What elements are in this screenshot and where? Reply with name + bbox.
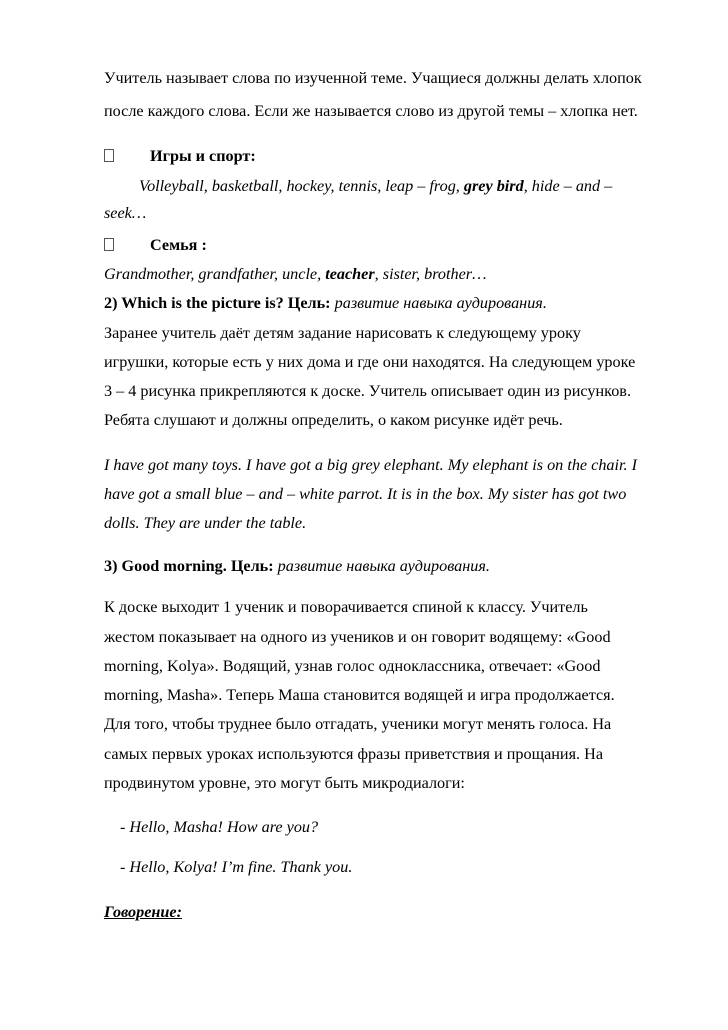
game2-desc-line: Ребята слушают и должны определить, о каком рисунке идёт речь. [104,411,563,429]
intro-line-2: после каждого слова. Если же называется слово из другой темы – хлопка нет. [104,102,638,120]
game2-desc-line: 3 – 4 рисунка прикрепляются к доске. Учитель описывает один из рисунков. [104,382,631,400]
bullet-box-icon [104,149,114,162]
topic-family-heading [104,235,207,255]
topic-sport-label: Игры и спорт: [150,147,256,165]
game3-desc-line: самых первых уроках используются фразы приветствия и прощания. На [104,745,603,763]
topic-family-label: Семья : [150,236,207,254]
game3-desc-line: жестом показывает на одного из учеников и он говорит водящему: «Good [104,628,611,646]
dialog-line: - Hello, Kolya! I’m fine. Thank you. [120,858,353,876]
game3-desc-line: продвинутом уровне, это могут быть микродиалоги: [104,774,465,792]
game2-example-line: I have got many toys. I have got a big grey elephant. My elephant is on the chair. I [104,456,638,474]
dialog-line: - Hello, Masha! How are you? [120,818,319,836]
game3-title: 3) Good morning. Цель: развитие навыка аудирования. [104,557,490,575]
game2-desc-line: Заранее учитель даёт детям задание нарисовать к следующему уроку [104,324,581,342]
section-heading-speaking: Говорение: [104,903,182,921]
game3-desc-line: К доске выходит 1 ученик и поворачивается спиной к классу. Учитель [104,598,588,616]
game2-title: 2) Which is the picture is? Цель: развитие навыка аудирования. [104,294,547,312]
bullet-box-icon [104,238,114,251]
game2-example-line: dolls. They are under the table. [104,514,307,532]
game3-desc-line: Для того, чтобы труднее было отгадать, ученики могут менять голоса. На [104,715,612,733]
highlight-word: teacher [325,265,375,283]
topic-sport-heading [104,146,256,166]
highlight-word: grey bird [463,177,524,195]
game3-desc-line: morning, Masha». Теперь Маша становится водящей и игра продолжается. [104,686,615,704]
intro-line-1: Учитель называет слова по изученной теме. Учащиеся должны делать хлопок [104,69,642,87]
topic-sport-words-cont: seek… [104,204,147,222]
topic-sport-words: Volleyball, basketball, hockey, tennis, leap – frog, grey bird, hide – and – [139,177,613,195]
game2-example-line: have got a small blue – and – white parrot. It is in the box. My sister has got two [104,485,627,503]
topic-family-words: Grandmother, grandfather, uncle, teacher, sister, brother… [104,265,487,283]
game2-desc-line: игрушки, которые есть у них дома и где они находятся. На следующем уроке [104,353,636,371]
game3-desc-line: morning, Kolya». Водящий, узнав голос одноклассника, отвечает: «Good [104,657,601,675]
